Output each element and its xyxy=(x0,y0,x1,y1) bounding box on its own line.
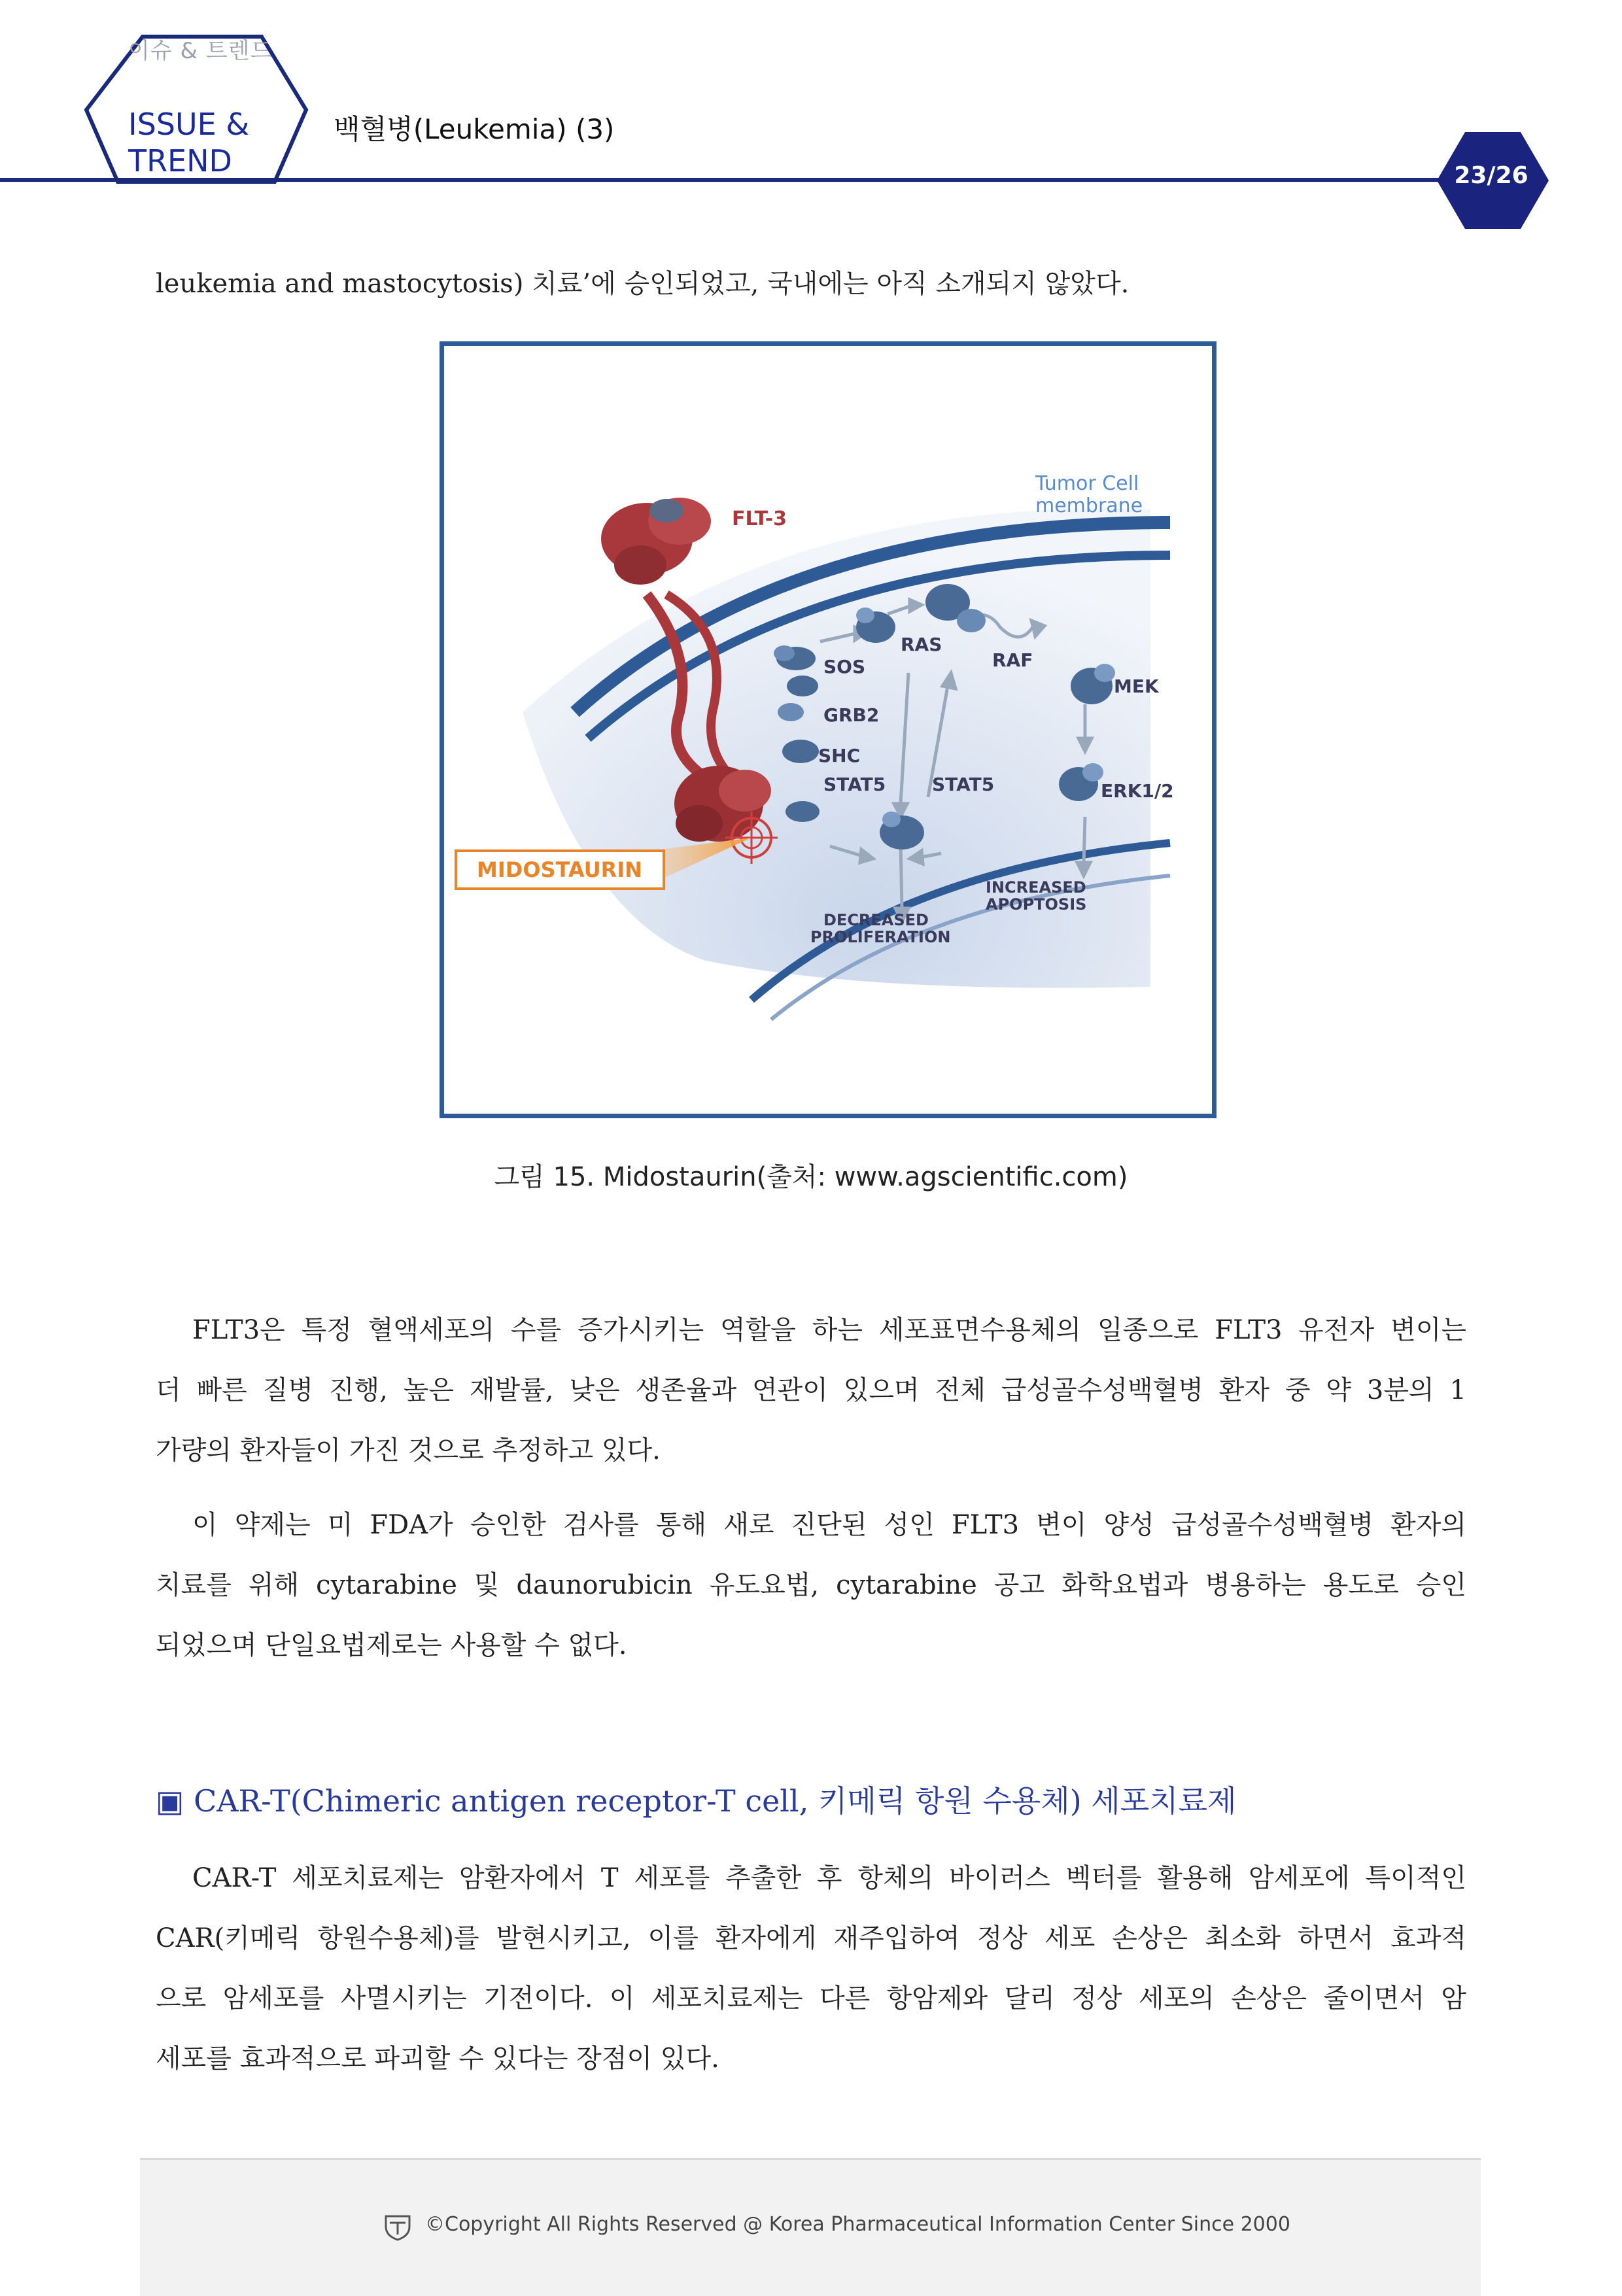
footer-copyright: ©Copyright All Rights Reserved @ Korea Pharmaceutical Information Center Since 2000 xyxy=(425,2213,1290,2236)
paragraph-2 xyxy=(156,1495,1466,1675)
paragraph-2-line-1: 이 약제는 미 FDA가 승인한 검사를 통해 새로 진단된 성인 FLT3 변이 양성 급성골수성백혈병 환자의 xyxy=(192,1510,1466,1540)
logo-line-1: ISSUE & xyxy=(128,107,250,142)
page-header xyxy=(0,0,1622,190)
label-membrane-1: Tumor Cell xyxy=(1035,472,1139,495)
shield-icon xyxy=(383,2212,412,2241)
paragraph-1 xyxy=(156,1300,1466,1481)
section-marker-icon: ▣ xyxy=(156,1783,184,1819)
paragraph-1-line-2: 더 빠른 질병 진행, 높은 재발률, 낮은 생존율과 연관이 있으며 전체 급성골수성백혈병 환자 중 약 3분의 1 xyxy=(156,1375,1466,1405)
label-decreased-1: DECREASED xyxy=(823,911,929,929)
label-stat5-left: STAT5 xyxy=(823,774,886,795)
label-mek: MEK xyxy=(1114,676,1159,697)
paragraph-2-line-2: 치료를 위해 cytarabine 및 daunorubicin 유도요법, cytarabine 공고 화학요법과 병용하는 용도로 승인 xyxy=(156,1570,1466,1600)
label-stat5-right: STAT5 xyxy=(932,774,995,795)
intro-line: leukemia and mastocytosis) 치료’에 승인되었고, 국내에는 아직 소개되지 않았다. xyxy=(156,269,1130,299)
figure-midostaurin xyxy=(440,341,1216,1118)
paragraph-3-line-4: 세포를 효과적으로 파괴할 수 있다는 장점이 있다. xyxy=(156,2044,719,2074)
paragraph-1-line-1: FLT3은 특정 혈액세포의 수를 증가시키는 역할을 하는 세포표면수용체의 일종으로 FLT3 유전자 변이는 xyxy=(192,1315,1466,1345)
label-flt3: FLT-3 xyxy=(732,507,787,530)
logo-small-text: 이슈 & 트렌드 xyxy=(128,38,273,64)
figure-caption: 그림 15. Midostaurin(출처: www.agscientific.com) xyxy=(494,1162,1128,1192)
section-heading xyxy=(156,1777,1236,1821)
label-grb2: GRB2 xyxy=(823,704,880,726)
header-title: 백혈병(Leukemia) (3) xyxy=(334,113,615,145)
intro-paragraph xyxy=(156,254,1466,314)
label-increased-2: APOPTOSIS xyxy=(986,895,1087,914)
label-decreased-2: PROLIFERATION xyxy=(810,928,951,946)
page-footer xyxy=(140,2158,1481,2296)
logo-line-2: TREND xyxy=(128,143,232,179)
pathway-diagram xyxy=(444,346,1212,1114)
label-ras: RAS xyxy=(901,634,942,655)
logo-text xyxy=(128,106,249,179)
page-number: 23/26 xyxy=(1454,162,1528,189)
paragraph-1-line-3: 가량의 환자들이 가진 것으로 추정하고 있다. xyxy=(156,1435,661,1465)
paragraph-3 xyxy=(156,1848,1466,2089)
label-increased-1: INCREASED xyxy=(986,878,1086,897)
label-shc: SHC xyxy=(818,745,861,766)
paragraph-3-line-1: CAR-T 세포치료제는 암환자에서 T 세포를 추출한 후 항체의 바이러스 벡터를 활용해 암세포에 특이적인 xyxy=(192,1863,1466,1893)
paragraph-2-line-3: 되었으며 단일요법제로는 사용할 수 없다. xyxy=(156,1630,627,1660)
paragraph-3-line-3: 으로 암세포를 사멸시키는 기전이다. 이 세포치료제는 다른 항암제와 달리 정상 세포의 손상은 줄이면서 암 xyxy=(156,1983,1466,2013)
label-erk: ERK1/2 xyxy=(1101,780,1174,802)
label-raf: RAF xyxy=(992,649,1033,671)
label-midostaurin: MIDOSTAURIN xyxy=(477,857,642,882)
paragraph-3-line-2: CAR(키메릭 항원수용체)를 발현시키고, 이를 환자에게 재주입하여 정상 세포 손상은 최소화 하면서 효과적 xyxy=(156,1923,1466,1953)
label-sos: SOS xyxy=(823,656,866,677)
section-heading-text: CAR-T(Chimeric antigen receptor-T cell, 키메릭 항원 수용체) 세포치료제 xyxy=(194,1783,1237,1819)
label-membrane-2: membrane xyxy=(1035,494,1143,517)
